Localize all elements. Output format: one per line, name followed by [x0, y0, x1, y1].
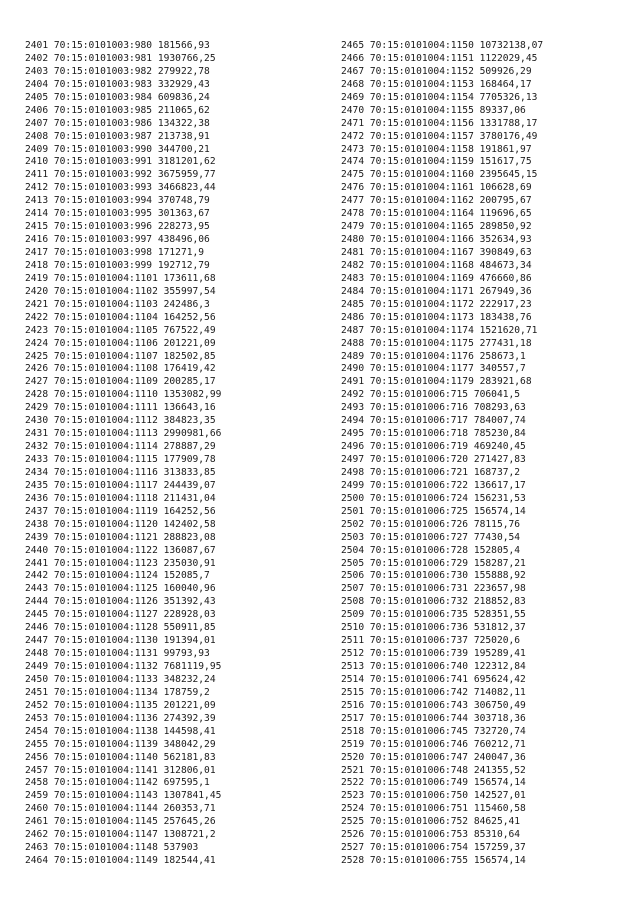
table-row: 2434 70:15:0101004:1116 313833,85 [25, 466, 216, 478]
table-row: 2526 70:15:0101006:753 85310,64 [341, 829, 521, 841]
table-row: 2437 70:15:0101004:1119 164252,56 [25, 505, 216, 517]
table-row: 2441 70:15:0101004:1123 235030,91 [25, 557, 216, 569]
table-row: 2445 70:15:0101004:1127 228928,03 [25, 609, 216, 621]
table-row: 2488 70:15:0101004:1175 277431,18 [341, 337, 532, 349]
table-row: 2425 70:15:0101004:1107 182502,85 [25, 350, 216, 362]
table-row: 2506 70:15:0101006:730 155888,92 [341, 570, 526, 582]
table-row: 2456 70:15:0101004:1140 562181,83 [25, 751, 216, 763]
table-row: 2522 70:15:0101006:749 156574,14 [341, 777, 526, 789]
table-row: 2449 70:15:0101004:1132 7681119,95 [25, 661, 222, 672]
table-row: 2491 70:15:0101004:1179 283921,68 [341, 376, 532, 388]
table-row: 2502 70:15:0101006:726 78115,76 [341, 518, 521, 530]
table-row: 2481 70:15:0101004:1167 390849,63 [341, 247, 532, 258]
table-row: 2486 70:15:0101004:1173 183438,76 [341, 311, 532, 323]
table-row: 2416 70:15:0101003:997 438496,06 [25, 234, 210, 246]
table-row: 2414 70:15:0101003:995 301363,67 [25, 208, 210, 220]
table-row: 2435 70:15:0101004:1117 244439,07 [25, 479, 216, 491]
table-row: 2476 70:15:0101004:1161 106628,69 [341, 182, 532, 194]
table-row: 2446 70:15:0101004:1128 550911,85 [25, 622, 216, 634]
table-row: 2474 70:15:0101004:1159 151617,75 [341, 156, 532, 168]
table-row: 2429 70:15:0101004:1111 136643,16 [25, 402, 216, 414]
table-row: 2492 70:15:0101006:715 706041,5 [341, 389, 521, 401]
table-row: 2473 70:15:0101004:1158 191861,97 [341, 143, 532, 155]
table-row: 2454 70:15:0101004:1138 144598,41 [25, 725, 216, 737]
table-row: 2489 70:15:0101004:1176 258673,1 [341, 350, 526, 362]
table-row: 2423 70:15:0101004:1105 767522,49 [25, 324, 216, 336]
table-row: 2403 70:15:0101003:982 279922,78 [25, 65, 210, 77]
table-row: 2415 70:15:0101003:996 228273,95 [25, 221, 210, 233]
table-row: 2525 70:15:0101006:752 84625,41 [341, 816, 521, 828]
table-row: 2510 70:15:0101006:736 531812,37 [341, 622, 526, 634]
table-row: 2402 70:15:0101003:981 1930766,25 [25, 52, 216, 64]
table-row: 2464 70:15:0101004:1149 182544,41 [25, 855, 216, 867]
table-row: 2431 70:15:0101004:1113 2990981,66 [25, 428, 222, 440]
table-row: 2440 70:15:0101004:1122 136087,67 [25, 544, 216, 556]
table-row: 2509 70:15:0101006:735 528351,55 [341, 609, 526, 621]
table-row: 2436 70:15:0101004:1118 211431,04 [25, 492, 216, 504]
table-row: 2482 70:15:0101004:1168 484673,34 [341, 259, 532, 271]
table-row: 2418 70:15:0101003:999 192712,79 [25, 259, 210, 271]
table-row: 2413 70:15:0101003:994 370748,79 [25, 195, 210, 207]
table-row: 2404 70:15:0101003:983 332929,43 [25, 78, 210, 90]
table-row: 2519 70:15:0101006:746 760212,71 [341, 738, 526, 750]
table-row: 2462 70:15:0101004:1147 1308721,2 [25, 829, 216, 841]
table-row: 2508 70:15:0101006:732 218852,83 [341, 596, 526, 608]
right-column [341, 40, 543, 868]
table-row: 2420 70:15:0101004:1102 355997,54 [25, 285, 216, 297]
table-row: 2432 70:15:0101004:1114 278887,29 [25, 441, 216, 453]
table-row: 2523 70:15:0101006:750 142527,01 [341, 790, 526, 802]
left-column [25, 40, 221, 868]
table-row: 2411 70:15:0101003:992 3675959,77 [25, 169, 216, 181]
table-row: 2499 70:15:0101006:722 136617,17 [341, 479, 526, 491]
table-row: 2463 70:15:0101004:1148 537903 [25, 842, 199, 854]
table-row: 2517 70:15:0101006:744 303718,36 [341, 712, 526, 724]
table-row: 2513 70:15:0101006:740 122312,84 [341, 661, 526, 672]
table-row: 2490 70:15:0101004:1177 340557,7 [341, 363, 526, 375]
table-row: 2408 70:15:0101003:987 213738,91 [25, 130, 210, 142]
table-row: 2430 70:15:0101004:1112 384823,35 [25, 415, 216, 427]
table-row: 2483 70:15:0101004:1169 476660,86 [341, 272, 532, 284]
table-row: 2426 70:15:0101004:1108 176419,42 [25, 363, 216, 375]
table-row: 2504 70:15:0101006:728 152805,4 [341, 544, 521, 556]
table-row: 2496 70:15:0101006:719 469240,45 [341, 441, 526, 453]
table-row: 2507 70:15:0101006:731 223657,98 [341, 583, 526, 595]
table-row: 2428 70:15:0101004:1110 1353082,99 [25, 389, 222, 401]
table-row: 2528 70:15:0101006:755 156574,14 [341, 855, 526, 867]
table-row: 2515 70:15:0101006:742 714082,11 [341, 686, 526, 698]
table-row: 2417 70:15:0101003:998 171271,9 [25, 247, 205, 258]
table-row: 2514 70:15:0101006:741 695624,42 [341, 673, 526, 685]
table-row: 2405 70:15:0101003:984 609836,24 [25, 91, 210, 103]
table-row: 2521 70:15:0101006:748 241355,52 [341, 764, 526, 776]
table-row: 2471 70:15:0101004:1156 1331788,17 [341, 117, 538, 129]
table-row: 2518 70:15:0101006:745 732720,74 [341, 725, 526, 737]
table-row: 2500 70:15:0101006:724 156231,53 [341, 492, 526, 504]
table-row: 2410 70:15:0101003:991 3181201,62 [25, 156, 216, 168]
table-row: 2472 70:15:0101004:1157 3780176,49 [341, 130, 538, 142]
table-row: 2447 70:15:0101004:1130 191394,01 [25, 635, 216, 647]
table-row: 2498 70:15:0101006:721 168737,2 [341, 466, 521, 478]
table-row: 2524 70:15:0101006:751 115460,58 [341, 803, 526, 815]
table-row: 2470 70:15:0101004:1155 89337,06 [341, 104, 526, 116]
table-row: 2485 70:15:0101004:1172 222917,23 [341, 298, 532, 310]
table-row: 2450 70:15:0101004:1133 348232,24 [25, 673, 216, 685]
table-row: 2419 70:15:0101004:1101 173611,68 [25, 272, 216, 284]
table-row: 2427 70:15:0101004:1109 200285,17 [25, 376, 216, 388]
table-row: 2478 70:15:0101004:1164 119696,65 [341, 208, 532, 220]
table-row: 2412 70:15:0101003:993 3466823,44 [25, 182, 216, 194]
table-row: 2475 70:15:0101004:1160 2395645,15 [341, 169, 538, 181]
table-row: 2461 70:15:0101004:1145 257645,26 [25, 816, 216, 828]
table-row: 2422 70:15:0101004:1104 164252,56 [25, 311, 216, 323]
table-row: 2484 70:15:0101004:1171 267949,36 [341, 285, 532, 297]
table-row: 2466 70:15:0101004:1151 1122029,45 [341, 52, 538, 64]
table-row: 2516 70:15:0101006:743 306750,49 [341, 699, 526, 711]
table-row: 2527 70:15:0101006:754 157259,37 [341, 842, 526, 854]
table-row: 2455 70:15:0101004:1139 348042,29 [25, 738, 216, 750]
table-row: 2421 70:15:0101004:1103 242486,3 [25, 298, 210, 310]
table-row: 2439 70:15:0101004:1121 288823,08 [25, 531, 216, 543]
table-row: 2443 70:15:0101004:1125 160040,96 [25, 583, 216, 595]
table-row: 2401 70:15:0101003:980 181566,93 [25, 40, 210, 51]
table-row: 2467 70:15:0101004:1152 509926,29 [341, 65, 532, 77]
table-row: 2487 70:15:0101004:1174 1521620,71 [341, 324, 538, 336]
table-row: 2442 70:15:0101004:1124 152085,7 [25, 570, 210, 582]
table-row: 2494 70:15:0101006:717 784007,74 [341, 415, 526, 427]
table-row: 2406 70:15:0101003:985 211065,62 [25, 104, 210, 116]
table-row: 2511 70:15:0101006:737 725020,6 [341, 635, 521, 647]
table-row: 2438 70:15:0101004:1120 142402,58 [25, 518, 216, 530]
table-row: 2457 70:15:0101004:1141 312806,01 [25, 764, 216, 776]
table-row: 2448 70:15:0101004:1131 99793,93 [25, 648, 210, 660]
table-row: 2477 70:15:0101004:1162 200795,67 [341, 195, 532, 207]
table-row: 2520 70:15:0101006:747 240047,36 [341, 751, 526, 763]
table-row: 2480 70:15:0101004:1166 352634,93 [341, 234, 532, 246]
table-row: 2453 70:15:0101004:1136 274392,39 [25, 712, 216, 724]
table-row: 2479 70:15:0101004:1165 289850,92 [341, 221, 532, 233]
table-row: 2465 70:15:0101004:1150 10732138,07 [341, 40, 544, 51]
table-row: 2469 70:15:0101004:1154 7705326,13 [341, 91, 538, 103]
table-row: 2433 70:15:0101004:1115 177909,78 [25, 454, 216, 465]
table-row: 2501 70:15:0101006:725 156574,14 [341, 505, 526, 517]
table-row: 2468 70:15:0101004:1153 168464,17 [341, 78, 532, 90]
table-row: 2512 70:15:0101006:739 195289,41 [341, 648, 526, 660]
table-row: 2460 70:15:0101004:1144 260353,71 [25, 803, 216, 815]
table-row: 2493 70:15:0101006:716 708293,63 [341, 402, 526, 414]
table-row: 2407 70:15:0101003:986 134322,38 [25, 117, 210, 129]
table-row: 2424 70:15:0101004:1106 201221,09 [25, 337, 216, 349]
table-row: 2503 70:15:0101006:727 77430,54 [341, 531, 521, 543]
table-row: 2409 70:15:0101003:990 344700,21 [25, 143, 210, 155]
table-row: 2459 70:15:0101004:1143 1307841,45 [25, 790, 222, 802]
table-row: 2452 70:15:0101004:1135 201221,09 [25, 699, 216, 711]
table-row: 2505 70:15:0101006:729 158287,21 [341, 557, 526, 569]
table-row: 2444 70:15:0101004:1126 351392,43 [25, 596, 216, 608]
table-row: 2495 70:15:0101006:718 785230,84 [341, 428, 526, 440]
table-row: 2451 70:15:0101004:1134 178759,2 [25, 686, 210, 698]
table-row: 2458 70:15:0101004:1142 697595,1 [25, 777, 210, 789]
table-row: 2497 70:15:0101006:720 271427,83 [341, 454, 526, 465]
